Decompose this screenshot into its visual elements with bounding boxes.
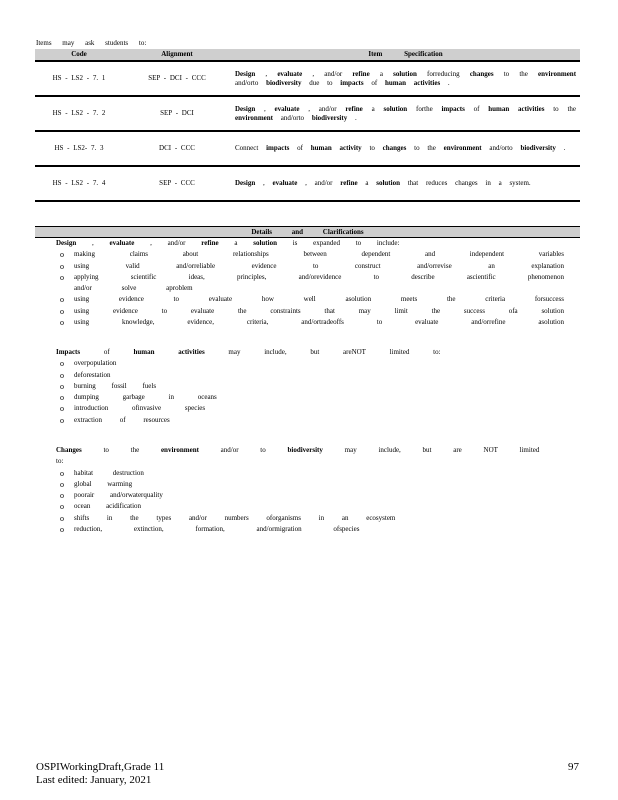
circle-bullet-icon: o xyxy=(60,261,64,271)
list-item-text: dumping garbage in oceans xyxy=(74,393,217,402)
circle-bullet-icon: o xyxy=(60,525,64,535)
circle-bullet-icon: o xyxy=(60,415,64,425)
circle-bullet-icon: o xyxy=(60,381,64,391)
list-item xyxy=(60,261,564,272)
row-code: HS - LS2 - 7. 4 xyxy=(35,166,123,201)
circle-bullet-icon: o xyxy=(60,370,64,380)
list-item-text: global warming xyxy=(74,479,133,488)
circle-bullet-icon: o xyxy=(60,468,64,478)
list-item-text: using knowledge, evidence, criteria, and/ortradeoffs to evaluate and/orrefine asolution xyxy=(74,318,564,327)
page-number: 97 xyxy=(568,761,579,773)
details-section-changes xyxy=(44,445,564,535)
list-item xyxy=(60,317,564,328)
circle-bullet-icon: o xyxy=(60,295,64,305)
circle-bullet-icon: o xyxy=(60,393,64,403)
row-alignment: SEP - CCC xyxy=(123,166,231,201)
main-bullet-item xyxy=(44,238,564,249)
list-item xyxy=(60,513,564,524)
list-item-text: overpopulation xyxy=(74,359,117,368)
intro-text: Items may ask students to: xyxy=(36,39,147,47)
circle-bullet-icon: o xyxy=(60,359,64,369)
footer-document-info xyxy=(36,761,164,787)
details-section-design xyxy=(44,238,564,328)
list-item-text: habitat destruction xyxy=(74,468,144,477)
circle-bullet-icon: o xyxy=(60,404,64,414)
row-alignment: SEP - DCI xyxy=(123,96,231,131)
row-spec: Design , evaluate , and/or refine a solution forreducing changes to the environment and/orto biodiversity due to impacts of human activities . xyxy=(231,61,580,96)
main-bullet-item xyxy=(44,347,564,358)
list-item xyxy=(60,490,564,501)
list-item xyxy=(60,272,564,295)
circle-bullet-icon: o xyxy=(60,491,64,501)
circle-bullet-icon: o xyxy=(60,502,64,512)
row-code: HS - LS2 - 7. 1 xyxy=(35,61,123,96)
row-code: HS - LS2- 7. 3 xyxy=(35,131,123,166)
list-item-text: deforestation xyxy=(74,370,111,379)
main-bullet-text: Impacts of human activities may include, but areNOT limited to: xyxy=(56,348,441,356)
list-item-text: applying scientific ideas, principles, and/orevidence to describe ascientific phenomenon and/or solve aproblem xyxy=(74,272,564,293)
list-item xyxy=(60,501,564,512)
table-row xyxy=(35,96,580,131)
list-item-text: reduction, extinction, formation, and/ormigration ofspecies xyxy=(74,525,360,534)
list-item xyxy=(60,392,564,403)
list-item-text: making claims about relationships between dependent and independent variables xyxy=(74,250,564,259)
col-header-code: Code xyxy=(35,49,123,61)
table-row xyxy=(35,61,580,96)
row-spec: Design , evaluate , and/or refine a solution forthe impacts of human activities to the environment and/orto biodiversity . xyxy=(231,96,580,131)
list-item-text: using evidence to evaluate the constraints that may limit the success ofa solution xyxy=(74,306,564,315)
col-header-spec: Item Specification xyxy=(231,49,580,61)
main-bullet-item xyxy=(44,445,564,468)
item-spec-table xyxy=(35,49,580,202)
list-item-text: poorair and/orwaterquality xyxy=(74,491,163,500)
list-item xyxy=(60,249,564,260)
circle-bullet-icon: o xyxy=(60,479,64,489)
list-item-text: using valid and/orreliable evidence to construct and/orrevise an explanation xyxy=(74,261,564,270)
list-item-text: using evidence to evaluate how well asolution meets the criteria forsuccess xyxy=(74,295,564,304)
list-item xyxy=(60,370,564,381)
list-item xyxy=(60,306,564,317)
list-item-text: extraction of resources xyxy=(74,415,170,424)
list-item xyxy=(60,358,564,369)
circle-bullet-icon: o xyxy=(60,513,64,523)
list-item xyxy=(60,403,564,414)
list-item-text: introduction ofinvasive species xyxy=(74,404,206,413)
list-item xyxy=(60,381,564,392)
list-item xyxy=(60,415,564,426)
main-bullet-text: Design , evaluate , and/or refine a solution is expanded to include: xyxy=(56,239,400,247)
footer-last-edited: Last edited: January, 2021 xyxy=(36,774,152,786)
col-header-alignment: Alignment xyxy=(123,49,231,61)
circle-bullet-icon: o xyxy=(60,272,64,282)
table-row xyxy=(35,131,580,166)
circle-bullet-icon: o xyxy=(60,318,64,328)
details-header: Details and Clarifications xyxy=(35,226,580,238)
list-item xyxy=(60,468,564,479)
table-header-row xyxy=(35,49,580,61)
list-item xyxy=(60,479,564,490)
list-item xyxy=(60,294,564,305)
table-row xyxy=(35,166,580,201)
circle-bullet-icon: o xyxy=(60,250,64,260)
main-bullet-text: Changes to the environment and/or to biodiversity may include, but are NOT limited to: xyxy=(56,446,540,466)
details-section-impacts xyxy=(44,347,564,426)
list-item xyxy=(60,524,564,535)
list-item-text: shifts in the types and/or numbers oforganisms in an ecosystem xyxy=(74,513,396,522)
list-item-text: ocean acidification xyxy=(74,502,142,511)
row-alignment: DCI - CCC xyxy=(123,131,231,166)
row-spec: Design , evaluate , and/or refine a solution that reduces changes in a system. xyxy=(231,166,580,201)
row-spec: Connect impacts of human activity to changes to the environment and/orto biodiversity . xyxy=(231,131,580,166)
circle-bullet-icon: o xyxy=(60,306,64,316)
footer-draft-label: OSPIWorkingDraft,Grade 11 xyxy=(36,761,165,773)
row-code: HS - LS2 - 7. 2 xyxy=(35,96,123,131)
row-alignment: SEP - DCI - CCC xyxy=(123,61,231,96)
list-item-text: burning fossil fuels xyxy=(74,381,157,390)
